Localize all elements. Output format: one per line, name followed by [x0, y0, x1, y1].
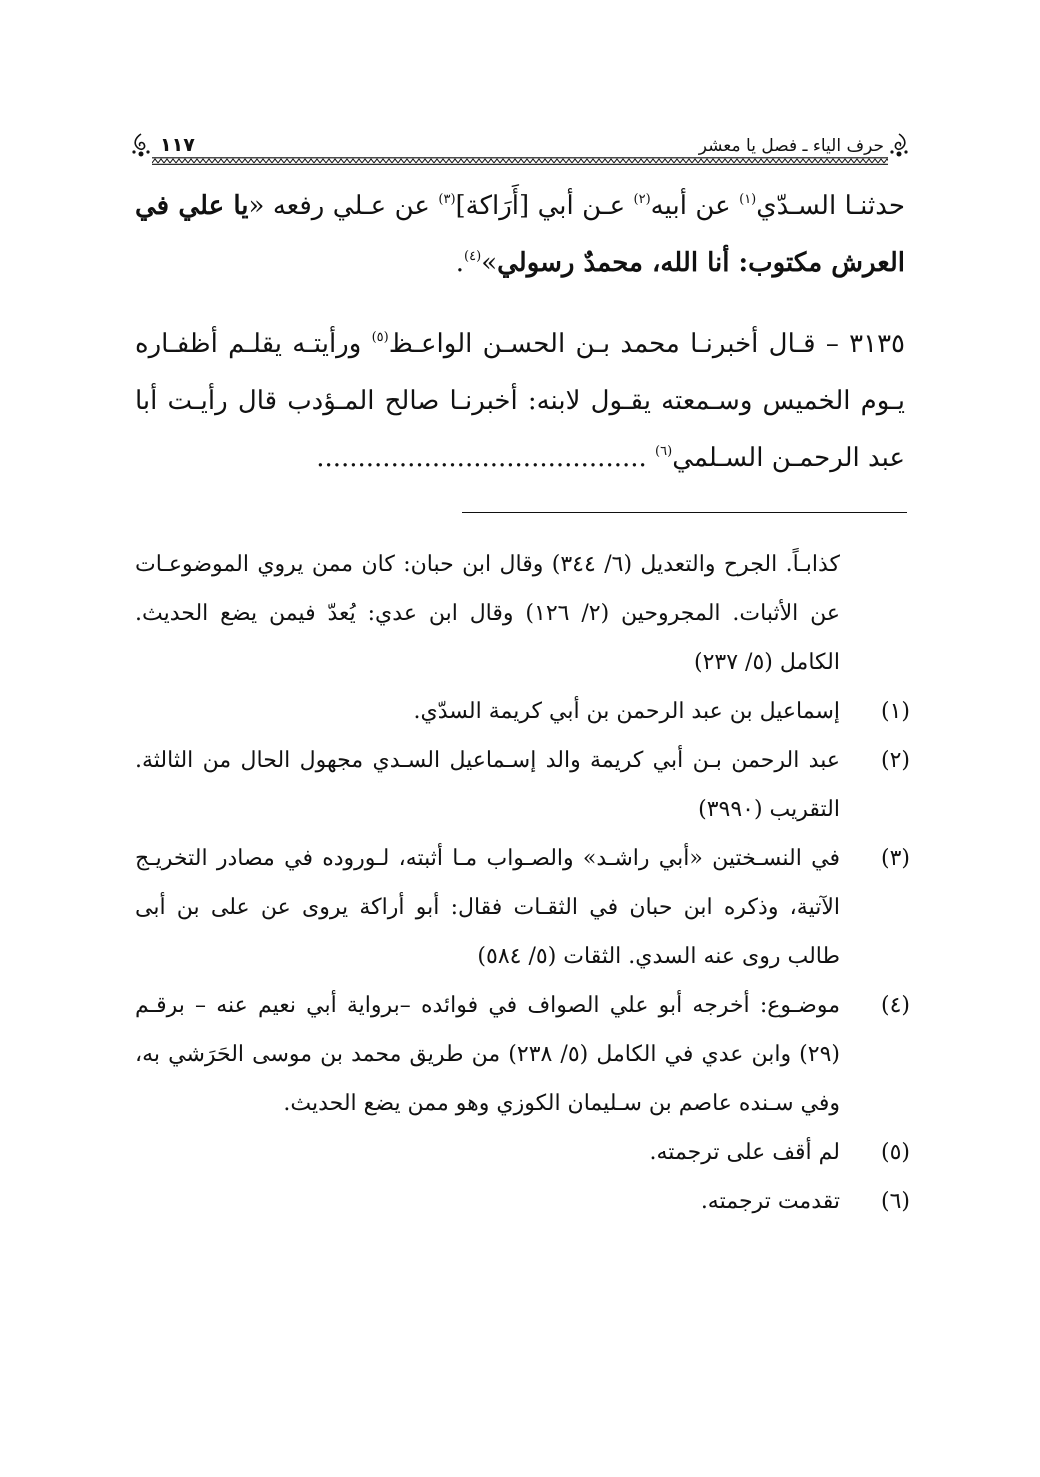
footnote-number: (٤) — [880, 993, 910, 1018]
running-head-title: حرف الياء ـ فصل يا معشر — [698, 136, 884, 156]
footnotes — [135, 540, 910, 1226]
footnote-ref: (٢) — [633, 192, 651, 207]
footnote-text: تقدمت ترجمته. — [700, 1189, 840, 1214]
page-header — [130, 128, 910, 168]
footnote-ref: (٣) — [438, 192, 456, 207]
footnote-ref: (٥) — [371, 330, 389, 345]
footnote-item — [135, 1177, 910, 1226]
footnote-item — [135, 981, 910, 1128]
footnote-text: لم أقف على ترجمته. — [649, 1140, 840, 1165]
footnote-separator — [462, 512, 907, 513]
hadith-chain-paragraph: حدثنـا السـدّي$^{(١)}$ عن أبيه$^{(٢)}$ عـن أبي [أَرَاكة]$^{(٣)}$ عن عـلي رفعه «يا علي في العرش مكتوب: أنا الله، محمدٌ رسولي»$^{(٤)}$. — [135, 191, 905, 278]
main-text — [135, 178, 905, 487]
footnote-ref: (٤) — [464, 249, 482, 264]
footnote-text: في النسـختين «أبي راشـد» والصـواب مـا أثبته، لـوروده في مصادر التخريـج الآتية، وذكره ابن حبان في الثقـات فقال: أبو أراكة يروى عن على بن أبى طالب روى عنه السدي. الثقات (٥/ ٥٨٤) — [135, 846, 840, 969]
footnote-item — [135, 687, 910, 736]
footnote-ref: (١) — [739, 192, 757, 207]
continuation-dots: ........................................ — [316, 443, 656, 473]
footnote-item — [135, 1128, 910, 1177]
hadith-3135-paragraph: ٣١٣٥ – قـال أخبرنـا محمد بـن الحسـن الواعـظ$^{(٥)}$ ورأيتـه يقلـم أظفـاره يـوم الخميس وسـمعته يقـول لابنه: أخبرنـا صالح المـؤدب قال رأيـت أبا عبد الرحمـن السـلمي$^{(٦)}$ ........................................ — [135, 329, 905, 473]
footnote-number: (٦) — [880, 1189, 910, 1214]
footnote-number: (٢) — [880, 748, 910, 773]
footnote-text: موضـوع: أخرجه أبو علي الصواف في فوائده –برواية أبي نعيم عنه – برقـم (٢٩) وابن عدي في الكامل (٥/ ٢٣٨) من طريق محمد بن موسى الحَرَشي به، وفي سـنده عاصم بن سـليمان الكوزي وهو ممن يضع الحديث. — [135, 993, 841, 1116]
right-ornament-icon — [888, 132, 910, 158]
hadith-text: يا علي في العرش مكتوب: أنا الله، محمدٌ رسولي — [135, 191, 905, 278]
footnote-item — [135, 736, 910, 834]
footnote-number: (٣) — [880, 846, 910, 871]
footnote-number: (٥) — [880, 1140, 910, 1165]
footnote-continuation: كذابـاً. الجرح والتعديل (٦/ ٣٤٤) وقال ابن حبان: كان ممن يروي الموضوعـات عن الأثبات. المجروحين (٢/ ١٢٦) وقال ابن عدي: يُعدّ فيمن يضع الحديث. الكامل (٥/ ٢٣٧) — [135, 552, 841, 675]
footnote-text: إسماعيل بن عبد الرحمن بن أبي كريمة السدّي. — [413, 699, 840, 724]
page-number: ١١٧ — [160, 134, 195, 156]
header-decorative-rule — [152, 157, 888, 165]
footnote-text: عبد الرحمن بـن أبي كريمة والد إسـماعيل السـدي مجهول الحال من الثالثة. التقريب (٣٩٩٠) — [135, 748, 840, 822]
footnote-item — [135, 834, 910, 981]
footnote-ref: (٦) — [655, 444, 673, 459]
left-ornament-icon — [130, 132, 152, 158]
footnote-number: (١) — [880, 699, 910, 724]
